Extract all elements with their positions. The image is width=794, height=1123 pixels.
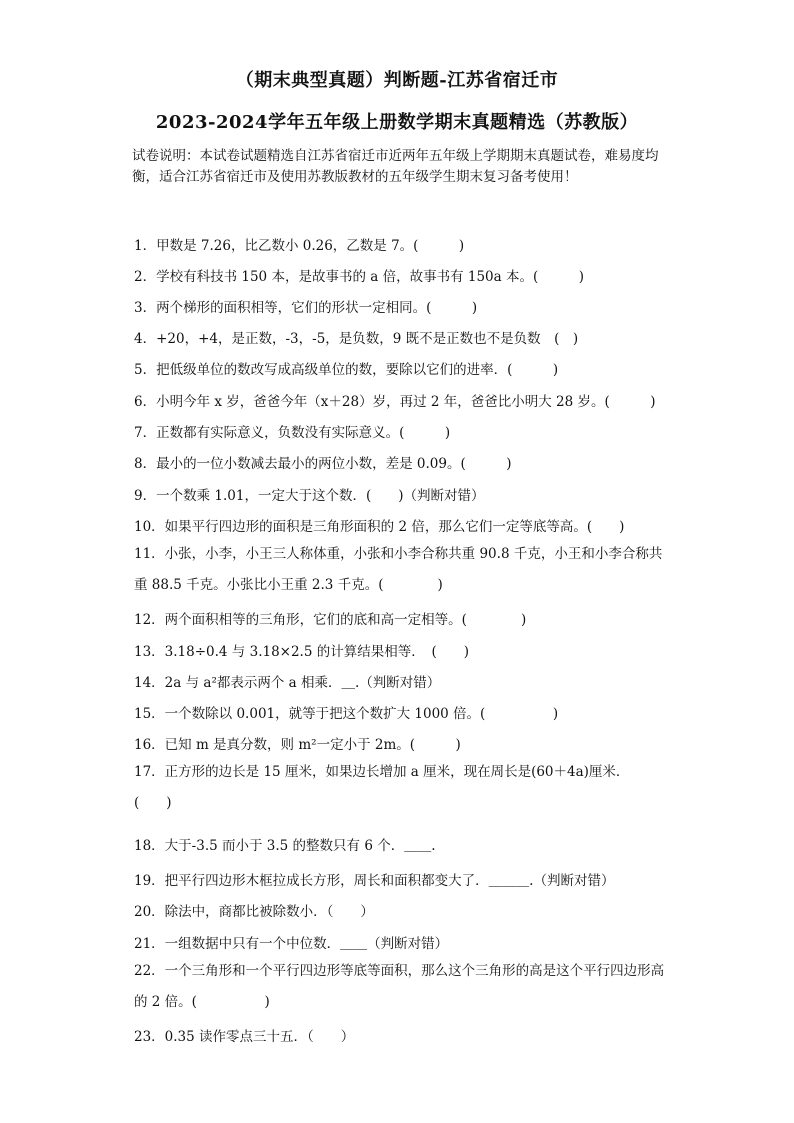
question-4: 4．+20，+4，是正数，-3，-5，是负数，9 既不是正数也不是负数 ( )	[134, 331, 579, 347]
question-18: 18．大于-3.5 而小于 3.5 的整数只有 6 个．＿＿.	[134, 838, 436, 854]
question-22: 22．一个三角形和一个平行四边形等底等面积，那么这个三角形的高是这个平行四边形高的 2 倍。( )	[134, 963, 665, 1010]
question-14: 14．2a 与 a²都表示两个 a 相乘．＿.（判断对错）	[134, 675, 441, 691]
question-6: 6．小明今年 x 岁，爸爸今年（x＋28）岁，再过 2 年，爸爸比小明大 28 岁。( )	[134, 394, 656, 410]
question-12: 12．两个面积相等的三角形，它们的底和高一定相等。( )	[134, 612, 527, 628]
question-17: 17．正方形的边长是 15 厘米，如果边长增加 a 厘米，现在周长是(60＋4a)厘米．( )	[134, 764, 630, 811]
question-21: 21．一组数据中只有一个中位数．＿＿（判断对错）	[134, 936, 449, 952]
question-7: 7．正数都有实际意义，负数没有实际意义。( )	[134, 425, 451, 441]
question-3: 3．两个梯形的面积相等，它们的形状一定相同。( )	[134, 300, 478, 316]
question-15: 15．一个数除以 0.001，就等于把这个数扩大 1000 倍。( )	[134, 706, 559, 722]
document-title: （期末典型真题）判断题-江苏省宿迁市	[235, 70, 559, 91]
question-13: 13．3.18÷0.4 与 3.18×2.5 的计算结果相等． ( )	[134, 644, 470, 660]
question-19: 19．把平行四边形木框拉成长方形，周长和面积都变大了．＿＿＿.（判断对错）	[134, 873, 615, 889]
question-11: 11．小张，小李，小王三人称体重，小张和小李合称共重 90.8 千克，小王和小李合称共重 88.5 千克。小张比小王重 2.3 千克。( )	[134, 546, 663, 593]
question-23: 23．0.35 读作零点三十五．（ ）	[134, 1029, 355, 1045]
question-16: 16．已知 m 是真分数，则 m²一定小于 2m。( )	[134, 737, 461, 753]
question-20: 20．除法中，商都比被除数小．（ ）	[134, 904, 374, 920]
question-2: 2．学校有科技书 150 本，是故事书的 a 倍，故事书有 150a 本。( )	[134, 269, 585, 285]
question-8: 8．最小的一位小数减去最小的两位小数，差是 0.09。( )	[134, 456, 512, 472]
question-9: 9．一个数乘 1.01，一定大于这个数．( )（判断对错）	[134, 488, 485, 504]
question-10: 10．如果平行四边形的面积是三角形面积的 2 倍，那么它们一定等底等高。( )	[134, 519, 625, 535]
paper-description: 试卷说明：本试卷试题精选自江苏省宿迁市近两年五年级上学期期末真题试卷，难易度均衡，适合江苏省宿迁市及使用苏教版教材的五年级学生期末复习备考使用！	[132, 148, 659, 185]
question-5: 5．把低级单位的数改写成高级单位的数，要除以它们的进率．( )	[134, 362, 559, 378]
question-1: 1．甲数是 7.26，比乙数小 0.26，乙数是 7。( )	[134, 238, 465, 254]
document-subtitle: 2023-2024学年五年级上册数学期末真题精选（苏教版）	[155, 112, 639, 133]
